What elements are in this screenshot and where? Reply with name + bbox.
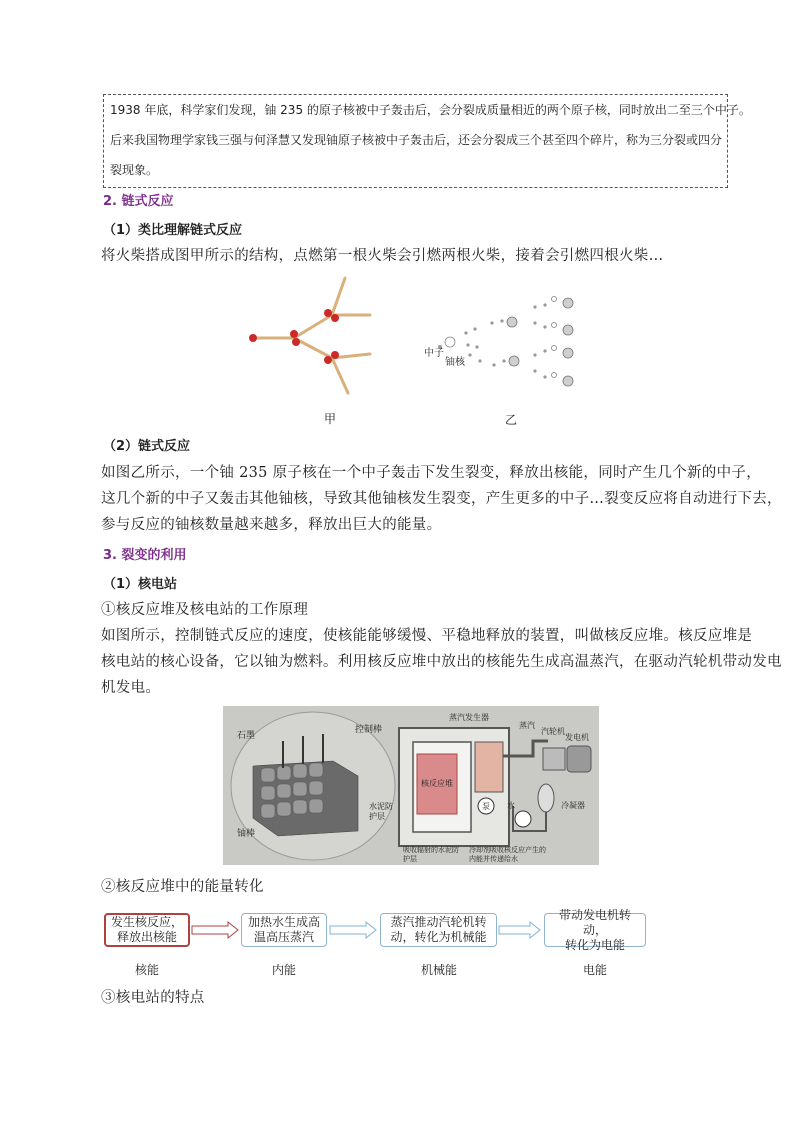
para-line: 核电站的核心设备，它以铀为燃料。利用核反应堆中放出的核能先生成高温蒸汽，在驱动汽轮机带动发电 (101, 654, 782, 670)
label-steam: 蒸汽 (519, 721, 535, 730)
label-turbine: 汽轮机 (541, 727, 565, 736)
arrow-icon (192, 922, 238, 938)
para-line: 如图所示，控制链式反应的速度，使核能能够缓慢、平稳地释放的装置，叫做核反应堆。核反应堆是 (101, 628, 753, 644)
flow-text: 发生核反应， (110, 915, 183, 929)
flow-text: 释放出核能 (116, 930, 177, 944)
label-coolant: 冷却剂吸收核反应产生的内能并传递给水 (469, 846, 546, 863)
flow-label-internal: 内能 (271, 963, 296, 977)
paragraph-matches: 将火柴搭成图甲所示的结构，点燃第一根火柴会引燃两根火柴，接着会引燃四根火柴… (101, 248, 664, 264)
note-line: 裂现象。 (110, 163, 159, 177)
label-generator: 发电机 (565, 733, 589, 742)
label-uranium-nucleus: 铀核 (445, 357, 465, 368)
label-pump: 泵 (482, 802, 490, 811)
flow-text: 动，转化为机械能 (390, 930, 487, 944)
flow-text: 带动发电机转动， (558, 907, 631, 937)
para-line: 机发电。 (101, 680, 161, 696)
note-line: 1938 年底，科学家们发现，铀 235 的原子核被中子轰击后，会分裂成质量相近的两个原子核，同时放出二至三个中子。 (110, 103, 751, 117)
label-condenser: 冷凝器 (561, 801, 585, 810)
item-working-principle: ①核反应堆及核电站的工作原理 (101, 602, 309, 618)
arrow-icon (330, 922, 376, 938)
note-line: 后来我国物理学家钱三强与何泽慧又发现铀原子核被中子轰击后，还会分裂成三个甚至四个碎片，称为三分裂或四分 (110, 133, 723, 147)
label-water: 水 (507, 801, 515, 810)
subheading-analogy: （1）类比理解链式反应 (103, 223, 243, 238)
section-title-fission-use: 3. 裂变的利用 (103, 548, 187, 563)
label-steam-generator: 蒸汽发生器 (449, 713, 489, 722)
label-uranium-rod: 铀棒 (237, 829, 256, 839)
arrow-icon (499, 922, 540, 938)
label-concrete-shield: 水泥防护层 (369, 802, 393, 821)
item-plant-features: ③核电站的特点 (101, 990, 205, 1006)
flow-text: 加热水生成高 (247, 915, 320, 929)
item-energy-conversion: ②核反应堆中的能量转化 (101, 879, 264, 895)
flow-label-electric: 电能 (582, 963, 607, 977)
para-line: 这几个新的中子又轰击其他铀核，导致其他铀核发生裂变，产生更多的中子…裂变反应将自动进行下去， (101, 491, 782, 507)
label-neutron: 中子 (424, 348, 444, 359)
subheading-chain-reaction: （2）链式反应 (103, 439, 191, 454)
subheading-nuclear-plant: （1）核电站 (103, 577, 178, 592)
flow-text: 转化为电能 (564, 937, 625, 952)
label-graphite: 石墨 (237, 731, 256, 741)
flow-text: 温高压蒸汽 (253, 930, 314, 944)
figure-caption-yi: 乙 (505, 413, 518, 427)
label-absorb-radiation: 吸收辐射的水泥防护层 (403, 846, 459, 863)
para-line: 如图乙所示，一个铀 235 原子核在一个中子轰击下发生裂变，释放出核能，同时产生几个新的中子， (101, 465, 761, 481)
flow-label-nuclear: 核能 (134, 963, 159, 977)
para-line: 参与反应的铀核数量越来越多，释放出巨大的能量。 (101, 517, 442, 533)
figure-caption-jia: 甲 (324, 412, 337, 426)
section-title-chain-reaction: 2. 链式反应 (103, 194, 174, 209)
flow-label-mechanical: 机械能 (420, 963, 457, 977)
label-reactor: 核反应堆 (421, 779, 453, 788)
flow-text: 蒸汽推动汽轮机转 (390, 915, 487, 929)
label-control-rod: 控制棒 (355, 725, 383, 735)
